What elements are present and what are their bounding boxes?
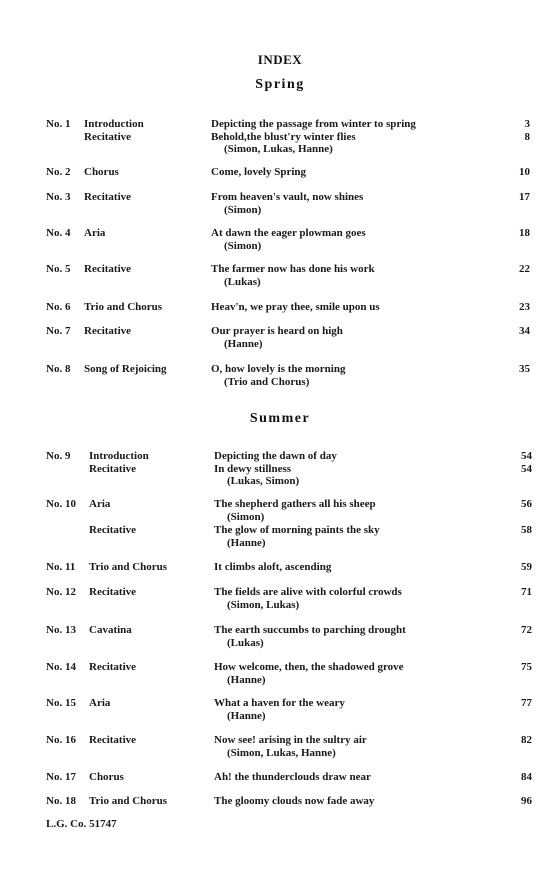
entry-page-number: 18 bbox=[519, 227, 530, 239]
entry-page-number: 8 bbox=[524, 130, 530, 143]
section-title-spring: Spring bbox=[255, 77, 305, 92]
entry-type-line: Recitative bbox=[89, 661, 137, 673]
entry-number: No. 1 bbox=[46, 118, 71, 130]
entry-title: From heaven's vault, now shines bbox=[211, 191, 364, 203]
entry-page bbox=[519, 301, 530, 314]
entry-number: No. 18 bbox=[46, 795, 76, 807]
entry-number: No. 12 bbox=[46, 586, 76, 598]
entry-title: The gloomy clouds now fade away bbox=[214, 795, 375, 807]
entry-description bbox=[214, 524, 380, 549]
entry-type bbox=[89, 524, 136, 537]
entry-singers: (Lukas) bbox=[224, 275, 261, 288]
entry-page-number: 75 bbox=[521, 661, 532, 673]
entry-description bbox=[214, 795, 374, 808]
entry-page bbox=[521, 771, 532, 784]
entry-page-number: 54 bbox=[521, 450, 532, 462]
entry-description bbox=[211, 191, 363, 216]
entry-singers: (Hanne) bbox=[227, 536, 266, 549]
entry-type bbox=[89, 561, 167, 574]
entry-page-number: 34 bbox=[519, 325, 530, 337]
entry-page-number: 54 bbox=[521, 462, 532, 475]
entry-number: No. 7 bbox=[46, 325, 71, 337]
entry-title: The farmer now has done his work bbox=[211, 263, 375, 275]
entry-type-line: Recitative bbox=[89, 734, 137, 746]
entry-type bbox=[89, 697, 110, 710]
entry-page bbox=[521, 586, 532, 599]
entry-singers: (Simon, Lukas, Hanne) bbox=[224, 143, 333, 155]
entry-description bbox=[211, 301, 380, 314]
entry-page bbox=[521, 524, 532, 537]
entry-type-line: Aria bbox=[84, 227, 106, 239]
entry-type bbox=[84, 301, 162, 314]
entry-page-number: 23 bbox=[519, 301, 530, 313]
entry-description bbox=[211, 118, 416, 156]
entry-page-number: 10 bbox=[519, 166, 530, 178]
section-title-summer: Summer bbox=[249, 411, 311, 426]
entry-description bbox=[211, 227, 366, 252]
entry-page-number: 72 bbox=[521, 624, 532, 636]
entry-number: No. 14 bbox=[46, 661, 76, 673]
entry-singers: (Hanne) bbox=[227, 673, 266, 686]
entry-page-number: 77 bbox=[521, 697, 532, 709]
entry-page bbox=[521, 795, 532, 808]
entry-page bbox=[521, 561, 532, 574]
entry-type-line: Aria bbox=[89, 498, 111, 510]
entry-number: No. 16 bbox=[46, 734, 76, 746]
entry-page bbox=[519, 227, 530, 240]
entry-title: Now see! arising in the sultry air bbox=[214, 734, 367, 746]
entry-page bbox=[521, 624, 532, 637]
entry-page-number: 17 bbox=[519, 191, 530, 203]
entry-page bbox=[519, 191, 530, 204]
entry-page-number: 56 bbox=[521, 498, 532, 510]
entry-type-line: Recitative bbox=[89, 462, 137, 475]
entry-type bbox=[89, 498, 110, 511]
entry-description bbox=[214, 450, 337, 488]
entry-number: No. 4 bbox=[46, 227, 71, 239]
entry-number: No. 13 bbox=[46, 624, 76, 636]
entry-singers: (Simon) bbox=[224, 203, 262, 216]
entry-page bbox=[525, 118, 531, 143]
entry-description bbox=[214, 498, 376, 523]
entry-number: No. 8 bbox=[46, 363, 71, 375]
entry-title: The shepherd gathers all his sheep bbox=[214, 498, 376, 510]
entry-page bbox=[521, 734, 532, 747]
entry-title: Depicting the passage from winter to spring bbox=[211, 118, 416, 130]
entry-singers: (Hanne) bbox=[224, 337, 263, 350]
entry-description bbox=[214, 586, 402, 611]
entry-title: What a haven for the weary bbox=[214, 697, 345, 709]
entry-type bbox=[84, 166, 119, 179]
entry-description bbox=[211, 166, 306, 179]
entry-page bbox=[519, 263, 530, 276]
entry-type-line: Chorus bbox=[89, 771, 124, 783]
entry-singers: (Trio and Chorus) bbox=[224, 375, 310, 388]
entry-type bbox=[84, 227, 105, 240]
index-title: INDEX bbox=[257, 52, 303, 67]
entry-singers: (Hanne) bbox=[227, 709, 266, 722]
entry-singers: (Lukas, Simon) bbox=[227, 475, 300, 487]
entry-number: No. 6 bbox=[46, 301, 71, 313]
entry-title: Behold,the blust'ry winter flies bbox=[211, 130, 356, 143]
entry-page-number: 59 bbox=[521, 561, 532, 573]
entry-type bbox=[89, 661, 136, 674]
entry-type-line: Recitative bbox=[89, 524, 137, 536]
entry-description bbox=[211, 363, 345, 388]
entry-page-number: 22 bbox=[519, 263, 530, 275]
entry-type bbox=[84, 191, 131, 204]
entry-type-line: Trio and Chorus bbox=[89, 561, 168, 573]
entry-description bbox=[214, 561, 331, 574]
entry-singers: (Simon) bbox=[224, 239, 262, 252]
entry-page-number: 35 bbox=[519, 363, 530, 375]
entry-type-line: Recitative bbox=[84, 191, 132, 203]
entry-description bbox=[214, 734, 367, 759]
entry-title: The earth succumbs to parching drought bbox=[214, 624, 406, 636]
entry-type bbox=[89, 450, 149, 475]
entry-page bbox=[521, 697, 532, 710]
entry-description bbox=[211, 263, 375, 288]
entry-type-line: Introduction bbox=[84, 118, 144, 130]
entry-description bbox=[214, 697, 345, 722]
entry-type-line: Aria bbox=[89, 697, 111, 709]
entry-type bbox=[84, 118, 144, 143]
entry-type-line: Introduction bbox=[89, 450, 149, 462]
entry-type-line: Song of Rejoicing bbox=[84, 363, 167, 375]
entry-number: No. 10 bbox=[46, 498, 76, 510]
entry-singers: (Simon) bbox=[227, 510, 265, 523]
entry-number: No. 3 bbox=[46, 191, 71, 203]
entry-title: It climbs aloft, ascending bbox=[214, 561, 332, 573]
entry-type-line: Chorus bbox=[84, 166, 119, 178]
entry-singers: (Simon, Lukas) bbox=[227, 598, 300, 611]
entry-number: No. 17 bbox=[46, 771, 76, 783]
entry-number: No. 11 bbox=[46, 561, 76, 573]
entry-type-line: Recitative bbox=[84, 263, 132, 275]
entry-page-number: 58 bbox=[521, 524, 532, 536]
entry-title: Depicting the dawn of day bbox=[214, 450, 337, 462]
entry-singers: (Lukas) bbox=[227, 636, 264, 649]
entry-type bbox=[84, 325, 131, 338]
entry-type bbox=[89, 586, 136, 599]
entry-title: In dewy stillness bbox=[214, 462, 292, 475]
entry-page bbox=[519, 363, 530, 376]
entry-description bbox=[214, 771, 371, 784]
entry-type-line: Trio and Chorus bbox=[84, 301, 163, 313]
entry-number: No. 9 bbox=[46, 450, 71, 462]
entry-title: Our prayer is heard on high bbox=[211, 325, 343, 337]
entry-title: Come, lovely Spring bbox=[211, 166, 307, 178]
entry-type-line: Recitative bbox=[84, 325, 132, 337]
entry-type bbox=[84, 363, 167, 376]
entry-type bbox=[89, 734, 136, 747]
entry-type bbox=[89, 795, 167, 808]
entry-page-number: 84 bbox=[521, 771, 532, 783]
entry-type-line: Cavatina bbox=[89, 624, 132, 636]
entry-type-line: Trio and Chorus bbox=[89, 795, 168, 807]
entry-page bbox=[519, 166, 530, 179]
entry-title: O, how lovely is the morning bbox=[211, 363, 346, 375]
entry-title: At dawn the eager plowman goes bbox=[211, 227, 366, 239]
entry-title: Ah! the thunderclouds draw near bbox=[214, 771, 371, 783]
entry-number: No. 5 bbox=[46, 263, 71, 275]
entry-type-line: Recitative bbox=[84, 130, 132, 143]
entry-page bbox=[521, 450, 532, 475]
entry-description bbox=[211, 325, 343, 350]
entry-number: No. 15 bbox=[46, 697, 76, 709]
entry-number: No. 2 bbox=[46, 166, 71, 178]
entry-type bbox=[89, 771, 124, 784]
entry-page-number: 71 bbox=[521, 586, 532, 598]
entry-description bbox=[214, 624, 406, 649]
entry-title: Heav'n, we pray thee, smile upon us bbox=[211, 301, 380, 313]
entry-title: The fields are alive with colorful crowds bbox=[214, 586, 402, 598]
entry-page bbox=[521, 498, 532, 511]
entry-type bbox=[89, 624, 132, 637]
entry-page bbox=[521, 661, 532, 674]
entry-description bbox=[214, 661, 404, 686]
entry-page-number: 82 bbox=[521, 734, 532, 746]
catalog-number: L.G. Co. 51747 bbox=[46, 818, 117, 830]
entry-title: The glow of morning paints the sky bbox=[214, 524, 380, 536]
entry-singers: (Simon, Lukas, Hanne) bbox=[227, 746, 336, 759]
entry-page-number: 3 bbox=[524, 118, 530, 130]
entry-title: How welcome, then, the shadowed grove bbox=[214, 661, 404, 673]
entry-page-number: 96 bbox=[521, 795, 532, 807]
entry-type-line: Recitative bbox=[89, 586, 137, 598]
entry-page bbox=[519, 325, 530, 338]
entry-type bbox=[84, 263, 131, 276]
